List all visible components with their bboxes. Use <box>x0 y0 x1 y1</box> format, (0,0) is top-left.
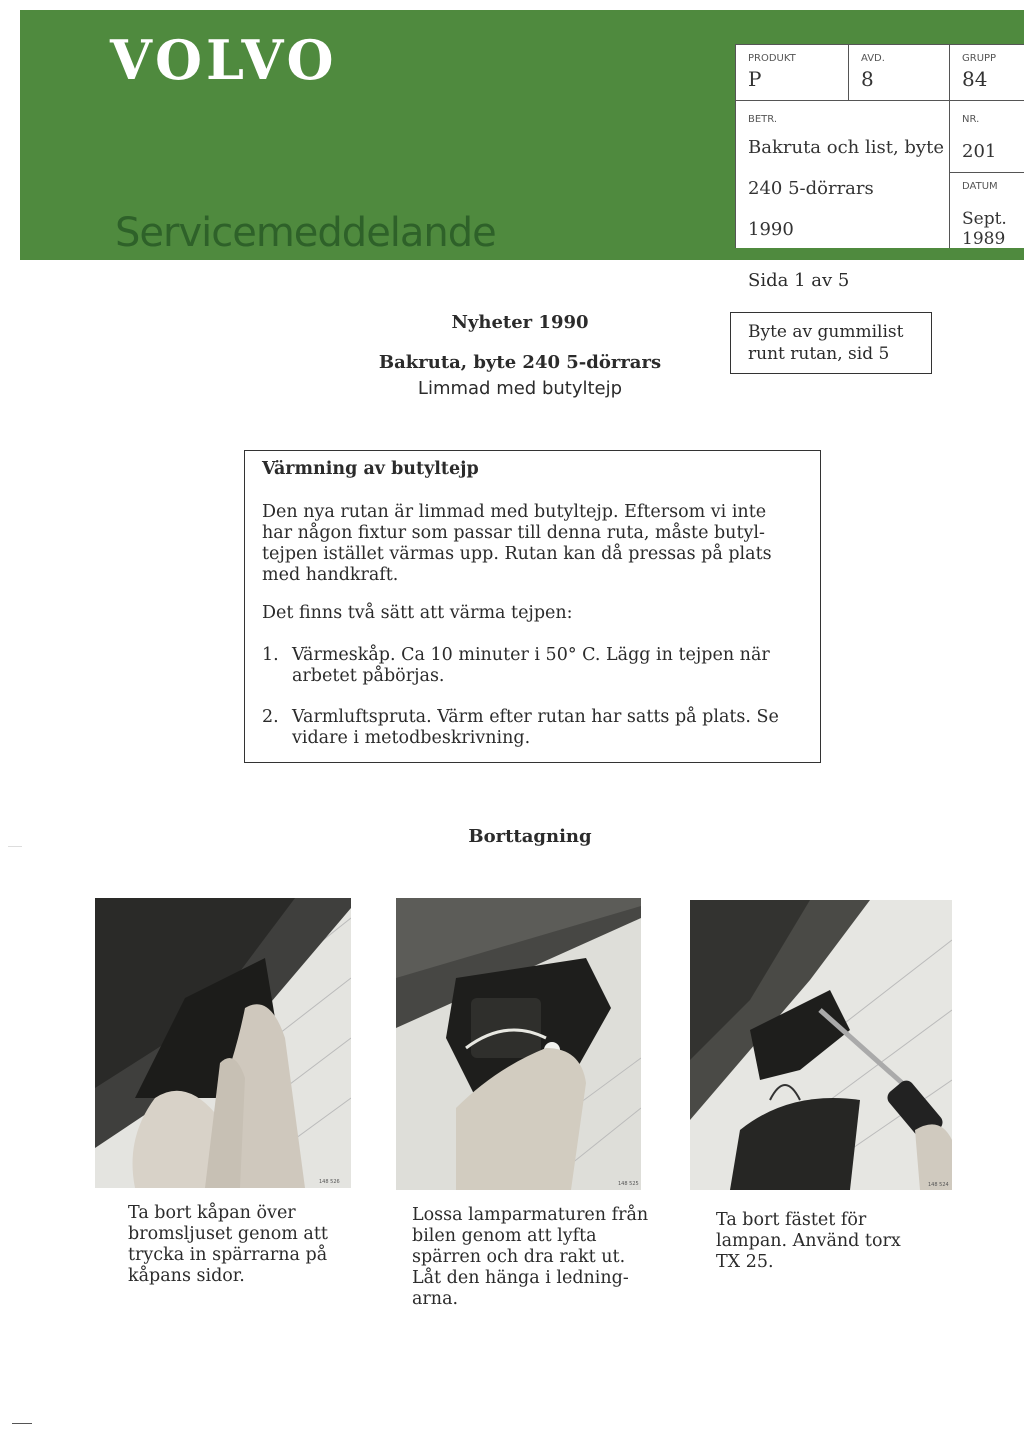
step-3-line-1: Ta bort fästet för <box>716 1210 867 1230</box>
step-2-line-5: arna. <box>412 1289 459 1309</box>
step-3-line-3: TX 25. <box>716 1252 774 1272</box>
datum-line-1: Sept. <box>962 209 1007 229</box>
betr-line-2: 240 5-dörrars <box>748 178 874 199</box>
item-2-line-1: Varmluftspruta. Värm efter rutan har satts på plats. Se <box>292 707 779 727</box>
info-para-1-line-2: har någon fixtur som passar till denna ruta, måste butyl- <box>262 523 765 543</box>
step-2-line-4: Låt den hänga i ledning- <box>412 1268 629 1288</box>
item-1-line-2: arbetet påbörjas. <box>292 666 445 686</box>
section-title: Borttagning <box>468 826 592 847</box>
step-1-line-2: bromsljuset genom att <box>128 1224 328 1244</box>
info-para-1-line-3: tejpen istället värmas upp. Rutan kan då pressas på plats <box>262 544 772 564</box>
step-1-line-1: Ta bort kåpan över <box>128 1203 296 1223</box>
step-3-caption <box>716 1210 928 1273</box>
intro-subheading: Bakruta, byte 240 5-dörrars <box>378 352 662 373</box>
step-2-caption <box>412 1205 655 1310</box>
side-note-line-2: runt rutan, sid 5 <box>748 344 890 364</box>
item-1-line-1: Värmeskåp. Ca 10 minuter i 50° C. Lägg in tejpen när <box>292 645 770 665</box>
produkt-cell <box>735 44 849 101</box>
intro-note: Limmad med butyltejp <box>417 378 623 399</box>
volvo-logo: VOLVO <box>110 28 338 92</box>
item-2-line-2: vidare i metodbeskrivning. <box>292 728 531 748</box>
betr-line-1: Bakruta och list, byte <box>748 137 944 158</box>
avd-label: AVD. <box>861 53 885 64</box>
margin-mark <box>8 846 22 847</box>
step-1-line-3: trycka in spärrarna på <box>128 1245 328 1265</box>
step-1-photo-code: 148 526 <box>319 1179 340 1185</box>
nr-label: NR. <box>962 114 980 125</box>
step-2-line-3: spärren och dra rakt ut. <box>412 1247 626 1267</box>
step-3-photo <box>690 900 952 1190</box>
nr-value: 201 <box>962 141 997 162</box>
info-box-title: Värmning av butyltejp <box>262 459 479 479</box>
info-para-1-line-4: med handkraft. <box>262 565 399 585</box>
item-2-number: 2. <box>262 707 279 727</box>
grupp-label: GRUPP <box>962 53 997 64</box>
info-para-2: Det finns två sätt att värma tejpen: <box>262 603 573 623</box>
step-1-line-4: kåpans sidor. <box>128 1266 245 1286</box>
document-type-title: Servicemeddelande <box>115 210 496 256</box>
page-indicator: Sida 1 av 5 <box>748 270 850 291</box>
betr-label: BETR. <box>748 114 778 125</box>
avd-cell <box>848 44 950 101</box>
step-2-photo <box>396 898 641 1190</box>
side-note-line-1: Byte av gummilist <box>748 322 904 342</box>
grupp-cell <box>949 44 1024 101</box>
avd-value: 8 <box>861 67 874 91</box>
intro-heading: Nyheter 1990 <box>451 312 589 333</box>
side-note-box <box>730 312 932 374</box>
nr-cell <box>949 100 1024 173</box>
step-2-line-1: Lossa lamparmaturen från <box>412 1205 649 1225</box>
info-box <box>244 450 821 763</box>
produkt-value: P <box>748 67 762 91</box>
produkt-label: PRODUKT <box>748 53 796 64</box>
document-info-table <box>735 44 1024 248</box>
info-para-1-line-1: Den nya rutan är limmad med butyltejp. Eftersom vi inte <box>262 502 767 522</box>
datum-line-2: 1989 <box>962 229 1006 249</box>
margin-mark <box>12 1423 32 1424</box>
grupp-value: 84 <box>962 67 988 91</box>
betr-cell <box>735 100 950 248</box>
step-1-caption <box>128 1203 340 1287</box>
item-1-number: 1. <box>262 645 279 665</box>
betr-line-3: 1990 <box>748 219 794 240</box>
step-3-line-2: lampan. Använd torx <box>716 1231 901 1251</box>
step-2-line-2: bilen genom att lyfta <box>412 1226 597 1246</box>
step-2-photo-code: 148 525 <box>618 1181 639 1187</box>
datum-cell <box>949 172 1024 248</box>
datum-label: DATUM <box>962 181 998 192</box>
step-3-photo-code: 148 524 <box>928 1182 949 1188</box>
step-1-photo <box>95 898 351 1188</box>
